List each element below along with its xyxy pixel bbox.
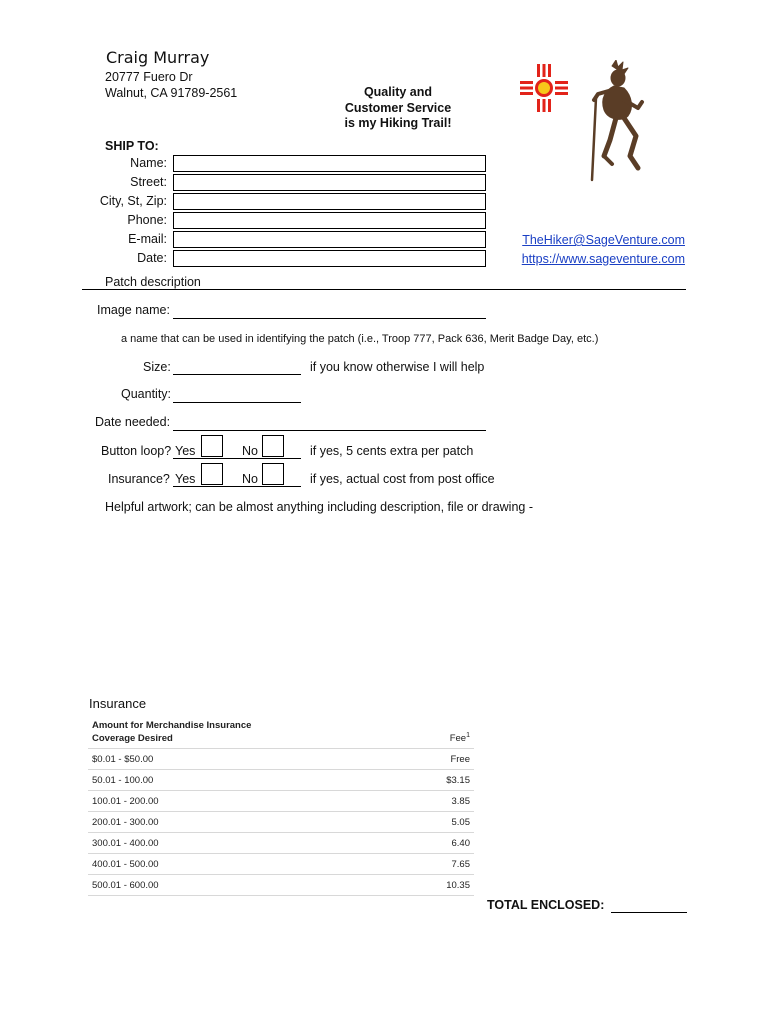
fee-cell: 3.85 [412,791,474,812]
button-loop-underline [173,458,301,459]
fee-cell: 5.05 [412,812,474,833]
insurance-fee-table [88,718,474,896]
slogan-line: Quality and [363,85,433,99]
slogan-line: Customer Service [344,100,452,115]
sender-name: Craig Murray [106,48,210,67]
date-needed-label: Date needed: [95,415,171,429]
table-row [88,854,474,875]
insurance-yes-checkbox[interactable] [201,463,223,485]
patch-section-title: Patch description [105,275,201,289]
name-label: Name: [130,156,167,170]
city-field[interactable] [173,193,486,210]
insurance-label: Insurance? [108,472,170,486]
amount-column-header [88,718,412,749]
image-name-label: Image name: [97,303,170,317]
fee-cell: Free [412,749,474,770]
size-note: if you know otherwise I will help [310,360,485,374]
fee-footnote-mark: 1 [466,731,470,739]
amount-cell: 300.01 - 400.00 [88,833,412,854]
insurance-no-checkbox[interactable] [262,463,284,485]
fee-cell: 6.40 [412,833,474,854]
insurance-note: if yes, actual cost from post office [310,472,495,486]
table-row [88,812,474,833]
table-row [88,770,474,791]
size-label: Size: [143,360,171,374]
street-field[interactable] [173,174,486,191]
date-needed-field[interactable] [173,430,486,431]
fee-cell: 7.65 [412,854,474,875]
table-row [88,833,474,854]
table-row [88,791,474,812]
slogan [300,85,496,132]
amount-cell: 50.01 - 100.00 [88,770,412,791]
size-field[interactable] [173,374,301,375]
sender-city: Walnut, CA 91789-2561 [105,86,238,100]
insurance-table-title: Insurance [89,696,147,711]
amount-cell: 400.01 - 500.00 [88,854,412,875]
amount-header-line: Amount for Merchandise Insurance [92,720,252,731]
amount-cell: 500.01 - 600.00 [88,875,412,896]
insurance-underline [173,486,301,487]
fee-column-header [412,718,474,749]
name-field[interactable] [173,155,486,172]
phone-label: Phone: [127,213,167,227]
ship-to-heading: SHIP TO: [105,139,159,153]
fee-cell: $3.15 [412,770,474,791]
date-label: Date: [137,251,167,265]
image-name-field[interactable] [173,318,486,319]
button-loop-yes-checkbox[interactable] [201,435,223,457]
insurance-no-label: No [242,472,258,486]
button-loop-yes-label: Yes [175,444,196,458]
section-divider [82,289,686,290]
slogan-line: is my Hiking Trail! [344,116,452,130]
email-field[interactable] [173,231,486,248]
website-link[interactable]: https://www.sageventure.com [521,252,685,266]
table-row [88,749,474,770]
total-enclosed-label: TOTAL ENCLOSED: [487,898,605,912]
amount-cell: 100.01 - 200.00 [88,791,412,812]
image-name-hint: a name that can be used in identifying the patch (i.e., Troop 777, Pack 636, Merit Badge Day, etc.) [121,333,599,345]
button-loop-note: if yes, 5 cents extra per patch [310,444,474,458]
fee-header-label: Fee [449,733,467,744]
quantity-field[interactable] [173,402,301,403]
amount-cell: 200.01 - 300.00 [88,812,412,833]
email-link[interactable]: TheHiker@SageVenture.com [522,233,685,247]
total-enclosed-field[interactable] [611,912,687,913]
button-loop-label: Button loop? [101,444,172,458]
zia-sun-icon [518,62,570,114]
kokopelli-hiker-icon [578,60,660,195]
sender-street: 20777 Fuero Dr [105,70,193,84]
button-loop-no-label: No [242,444,258,458]
button-loop-no-checkbox[interactable] [262,435,284,457]
date-field[interactable] [173,250,486,267]
amount-cell: $0.01 - $50.00 [88,749,412,770]
phone-field[interactable] [173,212,486,229]
city-label: City, St, Zip: [99,194,167,208]
table-row [88,875,474,896]
quantity-label: Quantity: [121,387,172,401]
street-label: Street: [130,175,167,189]
fee-cell: 10.35 [412,875,474,896]
amount-header-line: Coverage Desired [92,733,173,744]
email-label: E-mail: [128,232,167,246]
insurance-yes-label: Yes [175,472,196,486]
artwork-label: Helpful artwork; can be almost anything including description, file or drawing - [105,500,533,514]
